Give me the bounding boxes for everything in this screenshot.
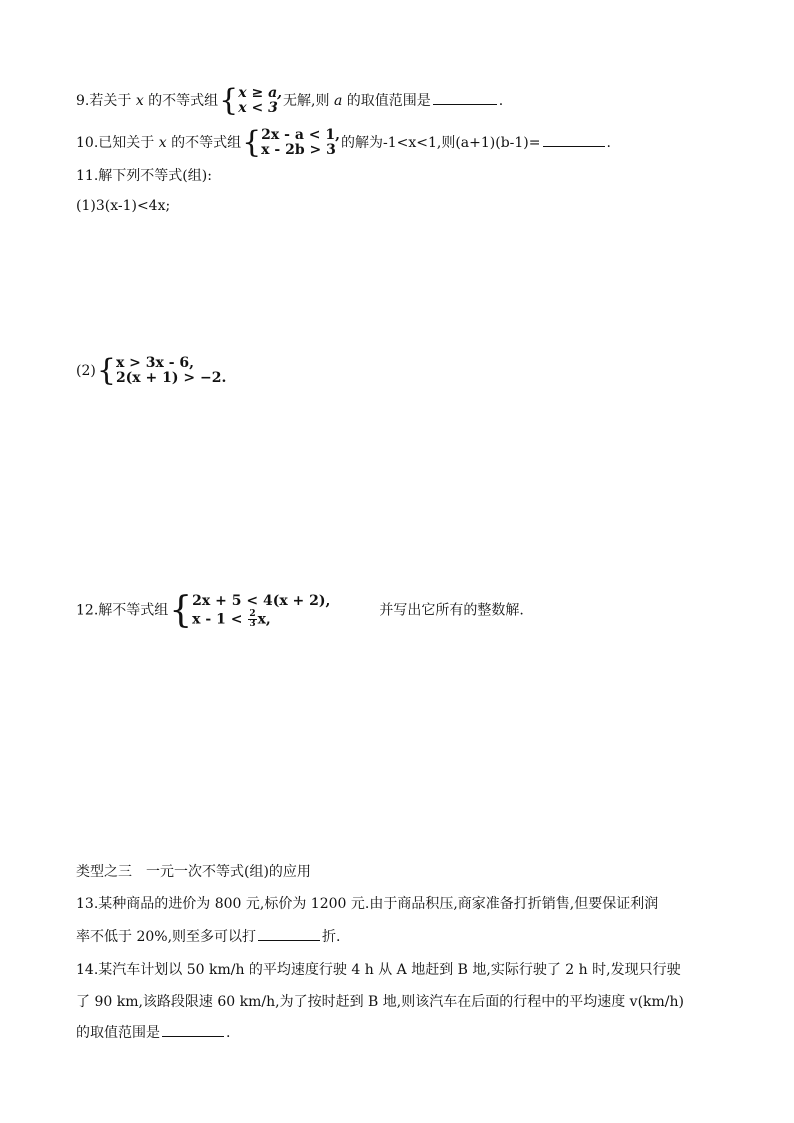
q11-part2-label: (2) <box>76 363 96 379</box>
question-10 <box>76 125 611 160</box>
question-11-part-2 <box>76 353 227 388</box>
q11-row2: 2(x + 1) > −2. <box>115 370 227 386</box>
question-14-line-2: 了 90 km,该路段限速 60 km/h,为了按时赶到 B 地,则该汽车在后面的行程中的平均速度 v(km/h) <box>76 994 684 1010</box>
question-14-line-1: 14.某汽车计划以 50 km/h 的平均速度行驶 4 h 从 A 地赶到 B 地,实际行驶了 2 h 时,发现只行驶 <box>76 962 681 978</box>
q10-row1: 2x - a < 1, <box>261 127 340 143</box>
q13-answer-blank[interactable] <box>258 926 320 941</box>
q10-end: . <box>606 135 611 151</box>
question-14-line-3 <box>76 1022 230 1043</box>
q10-answer-blank[interactable] <box>543 132 605 147</box>
q14-answer-blank[interactable] <box>162 1022 224 1037</box>
q10-after: 的解为-1<x<1,则(a+1)(b-1)= <box>340 135 541 151</box>
q11-row1: x > 3x - 6, <box>115 355 195 371</box>
question-11-part-1: (1)3(x-1)<4x; <box>76 198 171 214</box>
q10-var-x: x <box>158 135 167 151</box>
q10-mid: 的不等式组 <box>166 135 242 151</box>
q13-line2-text: 率不低于 20%,则至多可以打 <box>76 929 257 945</box>
q9-mid: 的不等式组 <box>143 93 219 109</box>
q12-row1: 2x + 5 < 4(x + 2), <box>192 593 331 609</box>
q9-inequality-system: { x ≥ a, x < 3 <box>219 83 283 118</box>
q12-suffix: 并写出它所有的整数解. <box>379 602 524 619</box>
q9-prefix: 9.若关于 <box>76 93 136 109</box>
question-12 <box>76 589 524 631</box>
section-3-title: 类型之三 一元一次不等式(组)的应用 <box>76 864 311 880</box>
question-11-title: 11.解下列不等式(组): <box>76 168 212 184</box>
q10-inequality-system: { 2x - a < 1, x - 2b > 3 <box>242 125 340 160</box>
question-9 <box>76 83 504 118</box>
q11-inequality-system: { x > 3x - 6, 2(x + 1) > −2. <box>96 353 227 388</box>
question-13-line-2 <box>76 926 340 947</box>
q9-end: . <box>498 93 504 109</box>
q9-row2: x < 3 <box>238 100 278 116</box>
question-13-line-1: 13.某种商品的进价为 800 元,标价为 1200 元.由于商品积压,商家准备打折销售,但要保证利润 <box>76 896 659 912</box>
q13-line2-end: 折. <box>322 929 341 945</box>
q12-fraction: $\frac{2}{3}$ <box>249 609 256 629</box>
q9-var-a: a <box>333 93 343 109</box>
q9-row1: x ≥ a, <box>238 85 283 101</box>
q12-inequality-system: { 2x + 5 < 4(x + 2), x - 1 < $\frac{2}{3}$ x, <box>169 589 331 631</box>
q12-prefix: 12.解不等式组 <box>76 602 169 619</box>
q14-line3-end: . <box>226 1025 231 1041</box>
q14-line3-text: 的取值范围是 <box>76 1025 160 1041</box>
q10-row2: x - 2b > 3 <box>261 142 336 158</box>
q9-suffix: 的取值范围是 <box>342 93 431 109</box>
q10-prefix: 10.已知关于 <box>76 135 159 151</box>
q9-answer-blank[interactable] <box>433 90 497 105</box>
q9-var-x: x <box>135 93 144 109</box>
q12-row2: x - 1 < $\frac{2}{3}$ x, <box>192 609 271 629</box>
q9-after: 无解,则 <box>283 93 334 109</box>
